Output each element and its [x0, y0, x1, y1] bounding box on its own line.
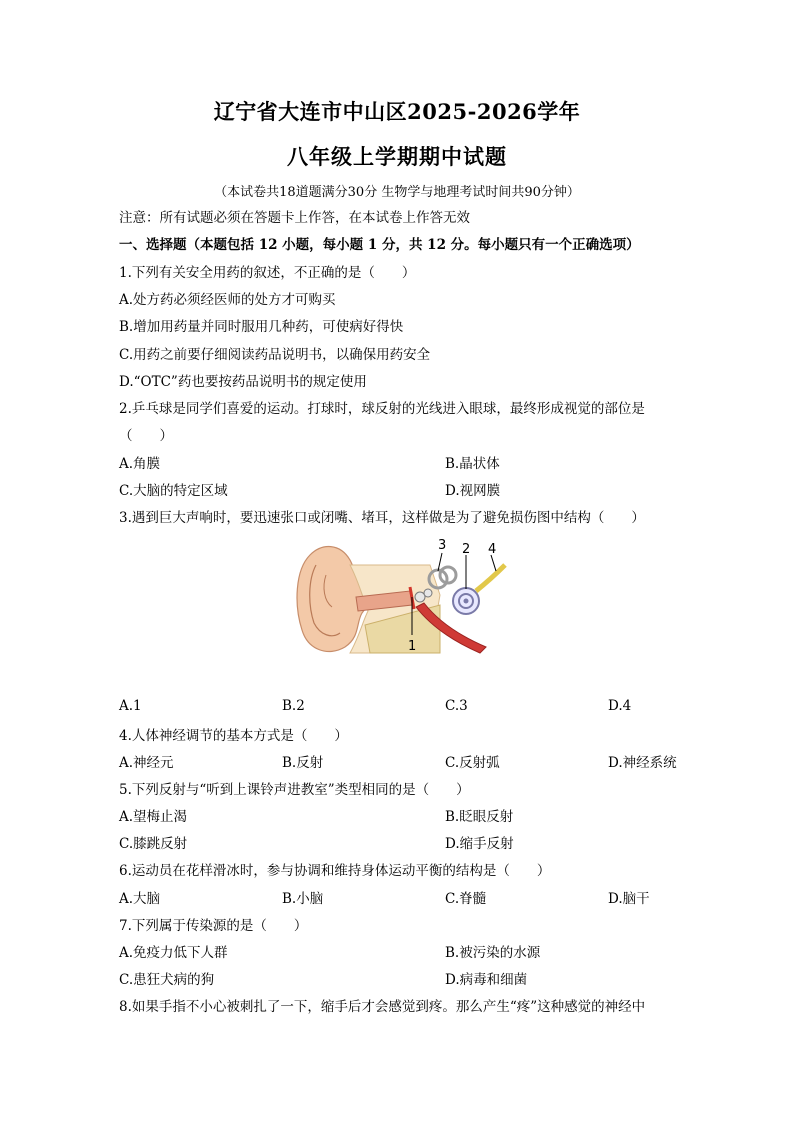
- question-3-option-d: D.4: [608, 698, 632, 714]
- question-5-option-c: C.膝跳反射: [119, 836, 188, 852]
- question-1-option-d: D.“OTC”药也要按药品说明书的规定使用: [119, 374, 367, 390]
- question-2-option-a: A.角膜: [119, 456, 161, 472]
- question-2-option-c: C.大脑的特定区域: [119, 483, 228, 499]
- question-5-stem: 5.下列反射与“听到上课铃声进教室”类型相同的是（ ）: [119, 782, 470, 798]
- question-3-stem: 3.遇到巨大声响时，要迅速张口或闭嘴、堵耳，这样做是为了避免损伤图中结构（ ）: [119, 510, 645, 526]
- question-6-option-b: B.小脑: [282, 891, 324, 907]
- question-3-option-c: C.3: [445, 698, 468, 714]
- ear-anatomy-figure: [290, 535, 510, 660]
- question-4-option-c: C.反射弧: [445, 755, 500, 771]
- question-5-option-b: B.眨眼反射: [445, 809, 514, 825]
- question-7-option-b: B.被污染的水源: [445, 945, 541, 961]
- question-7-option-c: C.患狂犬病的狗: [119, 972, 215, 988]
- question-7-option-d: D.病毒和细菌: [445, 972, 528, 988]
- question-2-stem: 2.乒乓球是同学们喜爱的运动。打球时，球反射的光线进入眼球，最终形成视觉的部位是: [119, 401, 645, 417]
- figure-label-4: 4: [488, 542, 497, 557]
- question-1-option-c: C.用药之前要仔细阅读药品说明书，以确保用药安全: [119, 347, 431, 363]
- question-6-option-d: D.脑干: [608, 891, 650, 907]
- question-4-option-d: D.神经系统: [608, 755, 677, 771]
- question-4-stem: 4.人体神经调节的基本方式是（ ）: [119, 728, 348, 744]
- question-1-option-b: B.增加用药量并同时服用几种药，可使病好得快: [119, 319, 404, 335]
- section1-heading: 一、选择题（本题包括 12 小题，每小题 1 分，共 12 分。每小题只有一个正确选项）: [119, 237, 640, 253]
- question-7-option-a: A.免疫力低下人群: [119, 945, 228, 961]
- question-7-stem: 7.下列属于传染源的是（ ）: [119, 918, 308, 934]
- figure-label-1: 1: [408, 639, 417, 654]
- figure-label-3: 3: [438, 538, 447, 553]
- question-6-option-c: C.脊髓: [445, 891, 487, 907]
- question-6-option-a: A.大脑: [119, 891, 161, 907]
- exam-title-line2: 八年级上学期期中试题: [287, 144, 507, 169]
- figure-label-2: 2: [462, 542, 471, 557]
- question-2-option-b: B.晶状体: [445, 456, 500, 472]
- question-1-option-a: A.处方药必须经医师的处方才可购买: [119, 292, 336, 308]
- question-4-option-b: B.反射: [282, 755, 324, 771]
- question-6-stem: 6.运动员在花样滑冰时，参与协调和维持身体运动平衡的结构是（ ）: [119, 863, 551, 879]
- question-5-option-a: A.望梅止渴: [119, 809, 188, 825]
- exam-title-line1: 辽宁省大连市中山区2025-2026学年: [213, 99, 581, 124]
- ear-diagram: [290, 535, 510, 660]
- question-8-stem: 8.如果手指不小心被刺扎了一下，缩手后才会感觉到疼。那么产生“疼”这种感觉的神经中: [119, 999, 646, 1015]
- question-1-stem: 1.下列有关安全用药的叙述，不正确的是（ ）: [119, 265, 416, 281]
- question-2-option-d: D.视网膜: [445, 483, 501, 499]
- question-5-option-d: D.缩手反射: [445, 836, 514, 852]
- question-4-option-a: A.神经元: [119, 755, 174, 771]
- question-2-stem-cont: （ ）: [119, 428, 173, 444]
- question-3-option-a: A.1: [119, 698, 142, 714]
- nerve-shape: [476, 565, 505, 591]
- question-3-option-b: B.2: [282, 698, 305, 714]
- exam-subtitle: （本试卷共18道题满分30分 生物学与地理考试时间共90分钟）: [214, 185, 580, 200]
- notice: 注意：所有试题必须在答题卡上作答，在本试卷上作答无效: [119, 210, 470, 226]
